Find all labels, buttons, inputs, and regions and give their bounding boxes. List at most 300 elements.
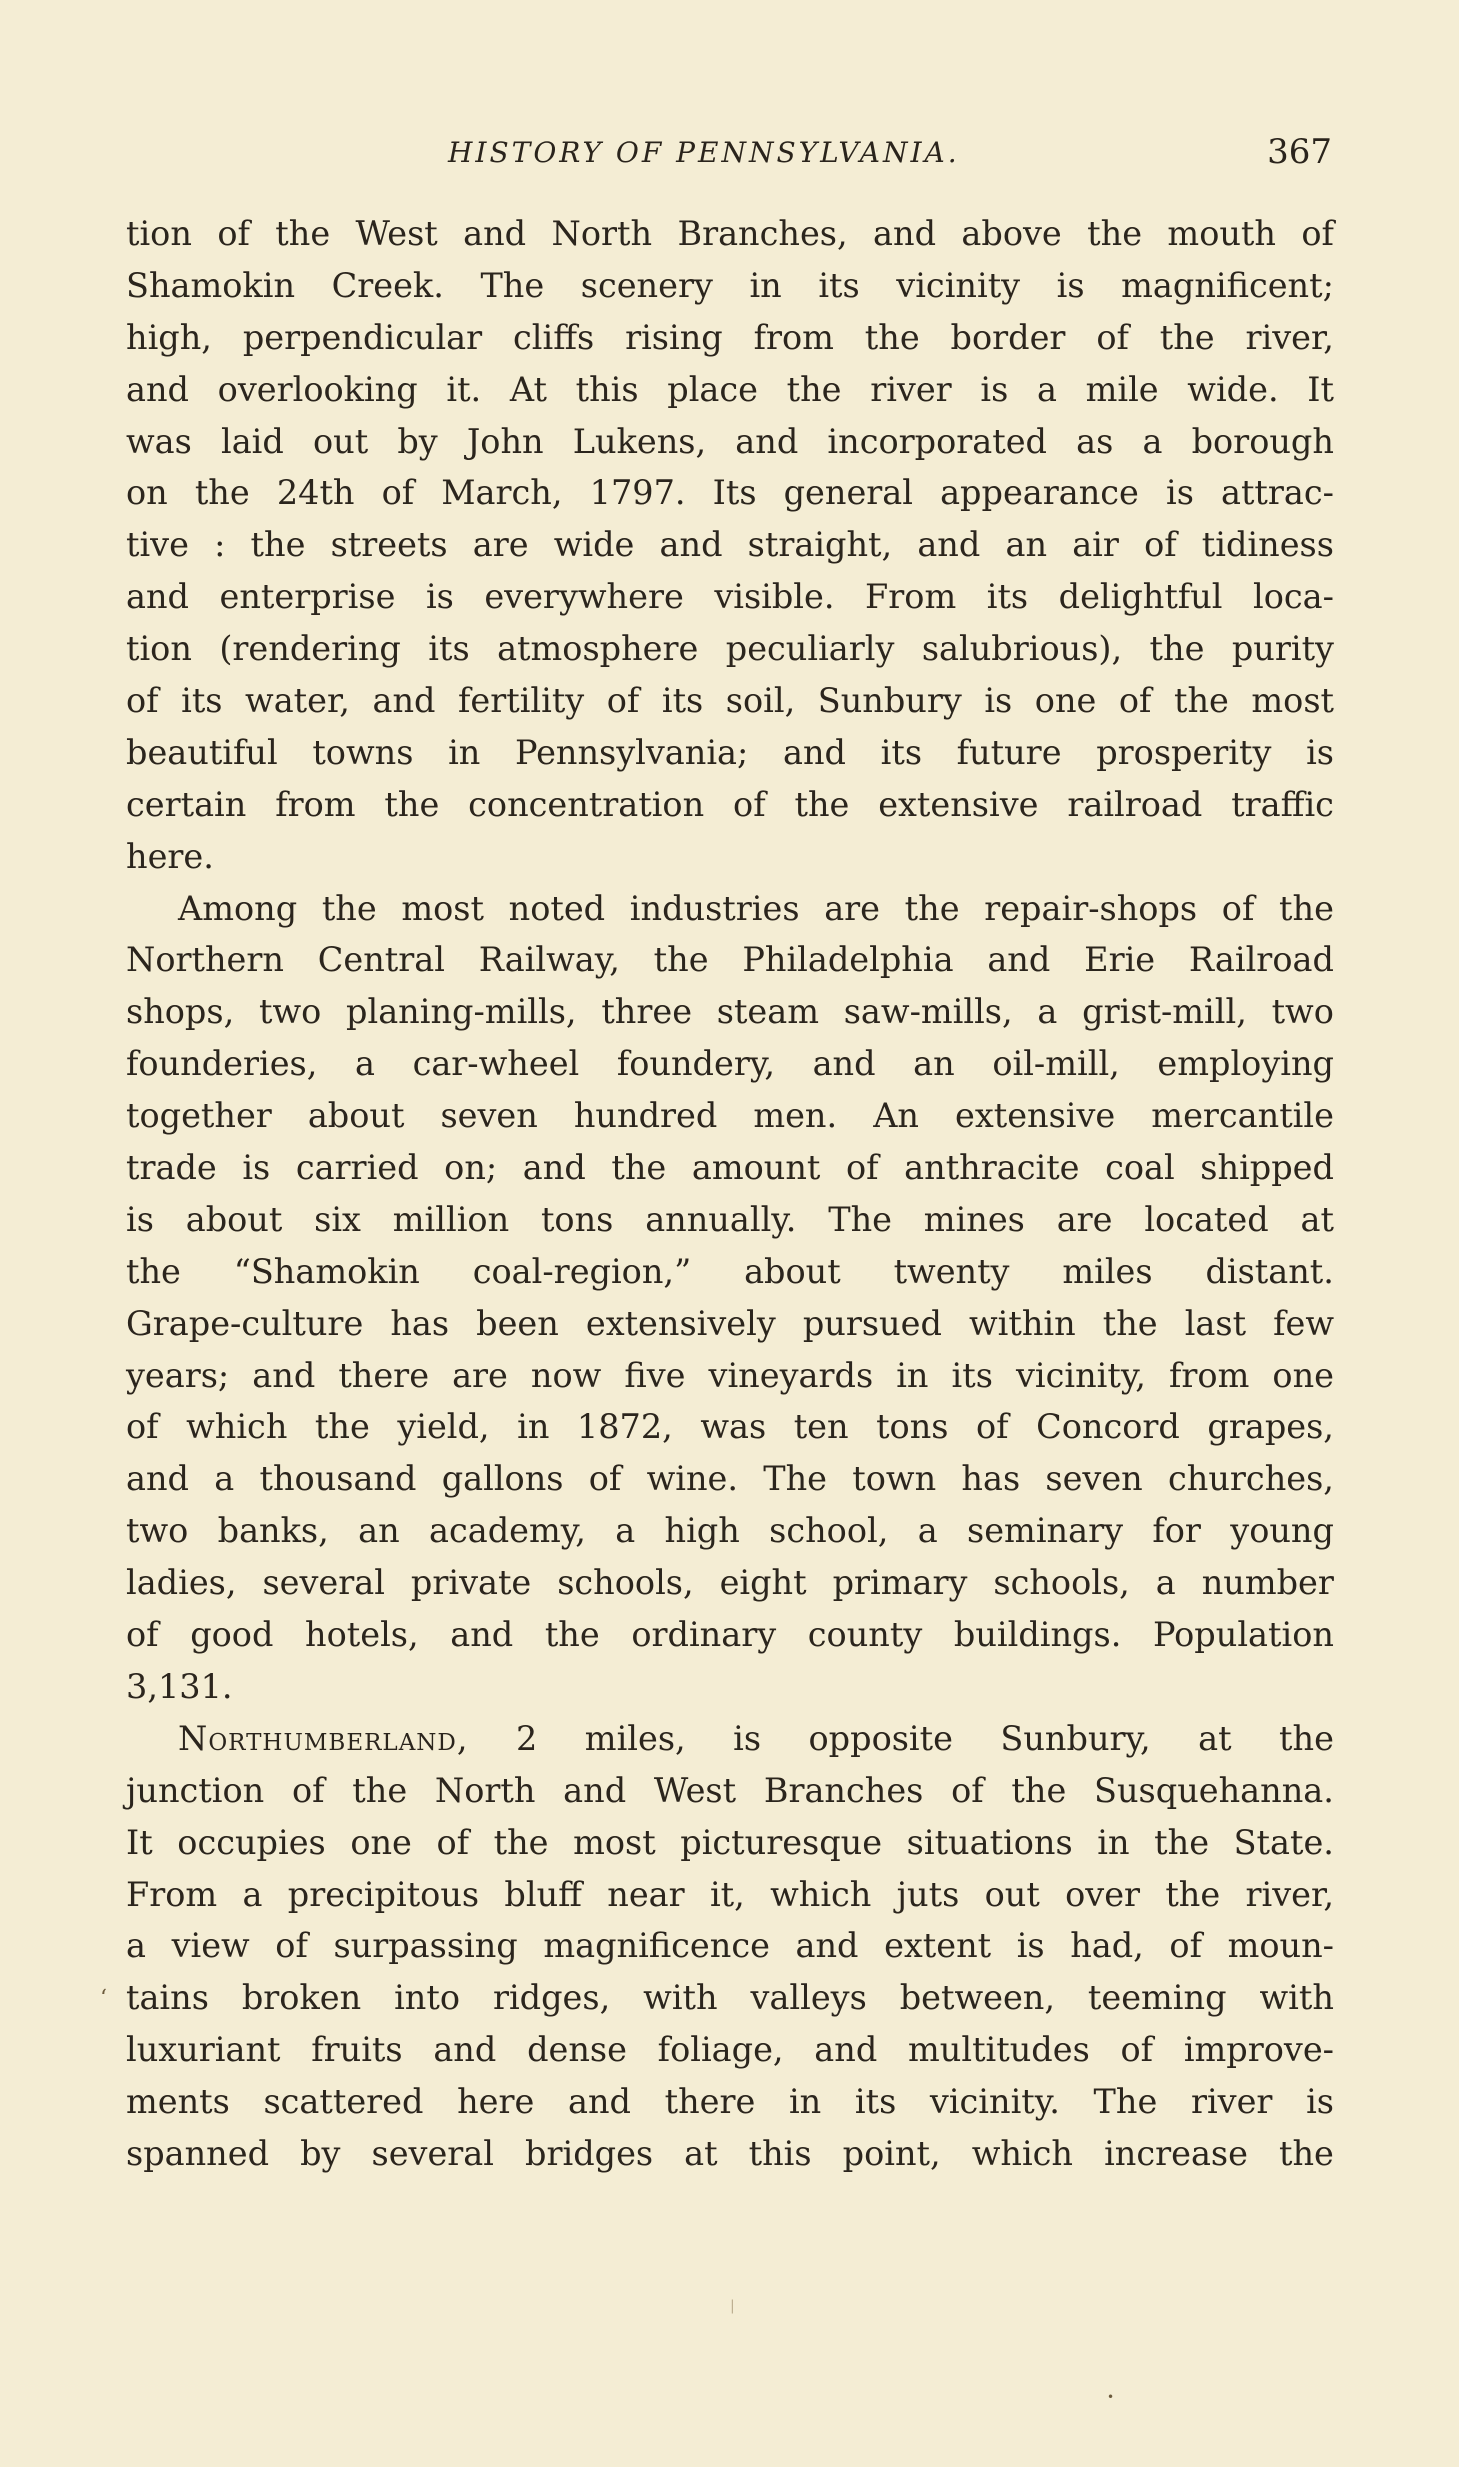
word: foundery, bbox=[616, 1044, 775, 1084]
word: occupies bbox=[177, 1822, 326, 1862]
word: and bbox=[126, 577, 189, 617]
word: vicinity bbox=[896, 265, 1021, 305]
word: border bbox=[950, 317, 1066, 357]
word: surpassing bbox=[333, 1926, 518, 1966]
word: tidiness bbox=[1201, 525, 1334, 565]
word: delightful bbox=[1058, 577, 1223, 617]
word: straight, bbox=[747, 525, 893, 565]
word: noted bbox=[508, 888, 606, 928]
word: and bbox=[450, 1615, 514, 1655]
word: this bbox=[575, 369, 639, 409]
word: and bbox=[522, 1148, 586, 1188]
word: ten bbox=[793, 1407, 849, 1447]
word: its bbox=[428, 629, 470, 669]
text-line bbox=[126, 1920, 1334, 1972]
word: for bbox=[1152, 1511, 1201, 1551]
word: employing bbox=[1157, 1044, 1334, 1084]
word: the bbox=[1279, 888, 1334, 928]
word: and bbox=[814, 2030, 878, 2070]
text-line bbox=[126, 467, 1334, 519]
word: and bbox=[917, 525, 981, 565]
word: At bbox=[509, 369, 547, 409]
text-line bbox=[126, 986, 1334, 1038]
word: and bbox=[659, 525, 723, 565]
word: the bbox=[1087, 214, 1143, 253]
text-line bbox=[126, 1505, 1334, 1557]
word: the bbox=[275, 214, 331, 253]
word: six bbox=[314, 1199, 361, 1239]
text-line bbox=[126, 2128, 1334, 2180]
word: of bbox=[1118, 681, 1152, 721]
word: are bbox=[1056, 1199, 1113, 1239]
word: the bbox=[1159, 317, 1215, 357]
word: of bbox=[436, 1822, 470, 1862]
word: car-wheel bbox=[412, 1044, 580, 1084]
word: high bbox=[664, 1511, 740, 1551]
text-line bbox=[126, 779, 1334, 831]
word: overlooking bbox=[217, 369, 418, 409]
word: salubrious), bbox=[921, 629, 1123, 669]
word: of bbox=[845, 1148, 879, 1188]
word: and bbox=[563, 1770, 627, 1810]
word: the bbox=[126, 1251, 181, 1291]
word: the bbox=[1102, 1303, 1158, 1343]
page-header bbox=[128, 130, 1332, 180]
word: The bbox=[1093, 2082, 1158, 2122]
word: Population bbox=[1152, 1615, 1334, 1655]
word: point, bbox=[842, 2133, 941, 2173]
text-line bbox=[126, 1609, 1334, 1661]
word: about bbox=[307, 1096, 405, 1136]
word: picturesque bbox=[680, 1822, 883, 1862]
text-line bbox=[126, 364, 1334, 416]
word: is bbox=[242, 1148, 271, 1188]
word: and bbox=[463, 214, 527, 253]
word: Railway, bbox=[478, 940, 620, 980]
text-line bbox=[126, 623, 1334, 675]
word: into bbox=[394, 1978, 461, 2018]
word: magnificent; bbox=[1121, 265, 1334, 305]
word: together bbox=[126, 1096, 272, 1136]
word: schools, bbox=[993, 1563, 1130, 1603]
word: one bbox=[350, 1822, 412, 1862]
text-line bbox=[126, 1713, 1334, 1765]
word: its bbox=[986, 577, 1029, 617]
word: river bbox=[870, 369, 952, 409]
word: Railroad bbox=[1188, 940, 1334, 980]
word: increase bbox=[1104, 2133, 1248, 2173]
word: a bbox=[354, 1044, 375, 1084]
word: of bbox=[606, 681, 640, 721]
word: 1797. bbox=[589, 473, 686, 513]
word: ridges, bbox=[492, 1978, 611, 2018]
word: men. bbox=[753, 1096, 838, 1136]
word: its bbox=[818, 265, 860, 305]
ink-mark: | bbox=[730, 2298, 735, 2314]
word: an bbox=[358, 1511, 400, 1551]
word: one bbox=[1272, 1355, 1334, 1395]
word: of bbox=[1120, 2030, 1154, 2070]
word: and bbox=[987, 940, 1051, 980]
word: Branches bbox=[763, 1770, 924, 1810]
word: wine. bbox=[646, 1459, 739, 1499]
word: and bbox=[126, 1459, 189, 1499]
word: the bbox=[1279, 2133, 1334, 2173]
word: is bbox=[1056, 265, 1085, 305]
word: with bbox=[1259, 1978, 1334, 2018]
word: of bbox=[588, 1459, 622, 1499]
word: the bbox=[786, 369, 842, 409]
word: miles, bbox=[584, 1718, 686, 1758]
word: is bbox=[1306, 2082, 1334, 2122]
word: distant. bbox=[1205, 1251, 1334, 1291]
text-line bbox=[126, 2076, 1334, 2128]
word: high, bbox=[126, 317, 212, 357]
word: soil, bbox=[725, 681, 796, 721]
text-line bbox=[126, 1090, 1334, 1142]
word: two bbox=[258, 992, 322, 1032]
word: magnificence bbox=[543, 1926, 770, 1966]
word: schools, bbox=[557, 1563, 694, 1603]
word: seven bbox=[1045, 1459, 1143, 1499]
word: primary bbox=[832, 1563, 968, 1603]
text-line bbox=[126, 571, 1334, 623]
word: Erie bbox=[1084, 940, 1156, 980]
word: West bbox=[355, 214, 438, 253]
word: ments bbox=[126, 2082, 230, 2122]
word: mile bbox=[1085, 369, 1159, 409]
word: cliffs bbox=[513, 317, 595, 357]
word: over bbox=[1065, 1874, 1141, 1914]
word: of bbox=[1144, 525, 1177, 565]
word: hotels, bbox=[305, 1615, 419, 1655]
word: grist-mill, bbox=[1082, 992, 1247, 1032]
word: Concord bbox=[1036, 1407, 1180, 1447]
word: extensive bbox=[878, 784, 1039, 824]
word: of bbox=[275, 1926, 308, 1966]
word: Branches, bbox=[677, 214, 848, 253]
word: a bbox=[242, 1874, 263, 1914]
word: of bbox=[1301, 214, 1334, 253]
word: Pennsylvania; bbox=[515, 732, 749, 772]
word: Philadelphia bbox=[742, 940, 954, 980]
word: is bbox=[1016, 1926, 1045, 1966]
word: certain bbox=[126, 784, 247, 824]
word: two bbox=[126, 1511, 189, 1551]
word: by bbox=[397, 421, 438, 461]
word: the bbox=[864, 317, 920, 357]
text-line bbox=[126, 519, 1334, 571]
word: with bbox=[643, 1978, 718, 2018]
word: amount bbox=[691, 1148, 821, 1188]
word: located bbox=[1144, 1199, 1269, 1239]
word: of bbox=[951, 1770, 984, 1810]
word: teeming bbox=[1087, 1978, 1227, 2018]
word: extensively bbox=[585, 1303, 776, 1343]
word: wide bbox=[553, 525, 635, 565]
word: the bbox=[611, 1148, 667, 1188]
word: “Shamokin bbox=[233, 1251, 420, 1291]
word: railroad bbox=[1067, 784, 1203, 824]
word: its bbox=[880, 732, 923, 772]
word: which bbox=[186, 1407, 288, 1447]
word: in bbox=[517, 1407, 550, 1447]
word: The bbox=[480, 265, 545, 305]
word: ordinary bbox=[631, 1615, 777, 1655]
text-line bbox=[126, 1038, 1334, 1090]
word: three bbox=[601, 992, 693, 1032]
word: extensive bbox=[955, 1096, 1116, 1136]
word: private bbox=[410, 1563, 532, 1603]
word: atmosphere bbox=[497, 629, 699, 669]
word: Susquehanna. bbox=[1094, 1770, 1334, 1810]
word: and bbox=[782, 732, 846, 772]
word: saw-mills, bbox=[843, 992, 1013, 1032]
word: river bbox=[1190, 2082, 1273, 2122]
text-line bbox=[126, 1817, 1334, 1869]
word: enterprise bbox=[219, 577, 396, 617]
word: valleys bbox=[750, 1978, 867, 2018]
word: out bbox=[312, 421, 369, 461]
word: a bbox=[1037, 992, 1058, 1032]
text-line bbox=[126, 208, 1334, 260]
word: is bbox=[984, 681, 1013, 721]
word: river, bbox=[1245, 1874, 1334, 1914]
text-line bbox=[126, 1972, 1334, 2024]
text-line bbox=[126, 1453, 1334, 1505]
word: place bbox=[667, 369, 758, 409]
word: vicinity. bbox=[929, 2082, 1060, 2122]
word: young bbox=[1230, 1511, 1334, 1551]
word: is bbox=[980, 369, 1009, 409]
word: general bbox=[783, 473, 913, 513]
word: a bbox=[1155, 1563, 1176, 1603]
word: in bbox=[896, 1355, 929, 1395]
text-line: 3,131. bbox=[126, 1666, 233, 1706]
word: multitudes bbox=[908, 2030, 1090, 2070]
word: fruits bbox=[311, 2030, 403, 2070]
word: which bbox=[770, 1874, 872, 1914]
word: yield, bbox=[397, 1407, 490, 1447]
word: a bbox=[214, 1459, 235, 1499]
text-line bbox=[126, 312, 1334, 364]
word: vineyards bbox=[708, 1355, 874, 1395]
word: and bbox=[873, 214, 937, 253]
word: fertility bbox=[458, 681, 585, 721]
word: tion bbox=[126, 629, 192, 669]
word: the bbox=[1011, 1770, 1067, 1810]
word: It bbox=[126, 1822, 153, 1862]
word: tons bbox=[876, 1407, 949, 1447]
word: in bbox=[749, 265, 782, 305]
text-line bbox=[126, 934, 1334, 986]
word: shipped bbox=[1200, 1148, 1334, 1188]
word: mines bbox=[923, 1199, 1025, 1239]
word: county bbox=[807, 1615, 923, 1655]
word: are bbox=[452, 1355, 508, 1395]
text-line bbox=[126, 1194, 1334, 1246]
word: most bbox=[1251, 681, 1334, 721]
word: eight bbox=[719, 1563, 807, 1603]
word: a bbox=[917, 1511, 938, 1551]
text-line bbox=[126, 1246, 1334, 1298]
word: dense bbox=[527, 2030, 627, 2070]
word: of bbox=[1096, 317, 1129, 357]
word: the bbox=[250, 525, 306, 565]
word: is bbox=[425, 577, 454, 617]
word: Its bbox=[712, 473, 757, 513]
word: appearance bbox=[940, 473, 1139, 513]
word: at bbox=[684, 2133, 718, 2173]
word: broken bbox=[241, 1978, 362, 2018]
word: is bbox=[1306, 732, 1334, 772]
word: there bbox=[338, 1355, 430, 1395]
word: and bbox=[126, 369, 189, 409]
word: banks, bbox=[217, 1511, 329, 1551]
word: ladies, bbox=[126, 1563, 237, 1603]
word: future bbox=[956, 732, 1062, 772]
word: repair-shops bbox=[984, 888, 1198, 928]
word: the bbox=[794, 784, 850, 824]
word: : bbox=[214, 525, 226, 565]
word: luxuriant bbox=[126, 2030, 281, 2070]
word: of bbox=[976, 1407, 1009, 1447]
word: Central bbox=[317, 940, 445, 980]
word: The bbox=[763, 1459, 828, 1499]
word: planing-mills, bbox=[346, 992, 577, 1032]
word: from bbox=[275, 784, 356, 824]
word: 24th bbox=[276, 473, 355, 513]
word: has bbox=[390, 1303, 450, 1343]
word: Grape-culture bbox=[126, 1303, 364, 1343]
word: and bbox=[252, 1355, 316, 1395]
word: the bbox=[384, 784, 440, 824]
word: the bbox=[544, 1615, 600, 1655]
word: this bbox=[748, 2133, 812, 2173]
word: from bbox=[1169, 1355, 1250, 1395]
word: a bbox=[615, 1511, 636, 1551]
word: several bbox=[371, 2133, 494, 2173]
word: number bbox=[1201, 1563, 1334, 1603]
word: churches, bbox=[1168, 1459, 1334, 1499]
word: the bbox=[321, 888, 377, 928]
word: purity bbox=[1231, 629, 1334, 669]
word: the bbox=[194, 473, 250, 513]
word: school, bbox=[769, 1511, 889, 1551]
word: March, bbox=[441, 473, 563, 513]
word: thousand bbox=[259, 1459, 417, 1499]
word: tains bbox=[126, 1978, 209, 2018]
word: juts bbox=[896, 1874, 960, 1914]
word: of bbox=[1221, 888, 1255, 928]
word: tive bbox=[126, 525, 189, 565]
word: about bbox=[744, 1251, 841, 1291]
ink-mark: ‘ bbox=[100, 1986, 107, 2011]
word: town bbox=[852, 1459, 937, 1499]
word: here bbox=[457, 2082, 535, 2122]
word: the bbox=[904, 888, 960, 928]
word: on; bbox=[444, 1148, 498, 1188]
word: Sunbury, bbox=[1000, 1718, 1151, 1758]
word: Sunbury bbox=[817, 681, 962, 721]
word: tion bbox=[126, 214, 192, 253]
word: few bbox=[1273, 1303, 1334, 1343]
word: an bbox=[1005, 525, 1048, 565]
word: most bbox=[401, 888, 484, 928]
word: view bbox=[171, 1926, 250, 1966]
word: as bbox=[1076, 421, 1114, 461]
word: North bbox=[551, 214, 653, 253]
word: near bbox=[607, 1874, 685, 1914]
word: and bbox=[795, 1926, 859, 1966]
text-line bbox=[126, 1142, 1334, 1194]
word: shops, bbox=[126, 992, 235, 1032]
text-line bbox=[126, 416, 1334, 468]
word: above bbox=[961, 214, 1062, 253]
word: has bbox=[961, 1459, 1021, 1499]
word: in bbox=[788, 2082, 822, 2122]
word: opposite bbox=[808, 1718, 953, 1758]
word: it. bbox=[446, 369, 482, 409]
word: from bbox=[753, 317, 834, 357]
word: of bbox=[126, 681, 159, 721]
word: borough bbox=[1191, 421, 1334, 461]
word: and bbox=[812, 1044, 876, 1084]
word: at bbox=[1300, 1199, 1334, 1239]
word: anthracite bbox=[904, 1148, 1080, 1188]
word: visible. bbox=[714, 577, 835, 617]
text-line bbox=[126, 1765, 1334, 1817]
word: most bbox=[573, 1822, 656, 1862]
word: about bbox=[185, 1199, 283, 1239]
word: which bbox=[971, 2133, 1074, 2173]
word: annually. bbox=[645, 1199, 797, 1239]
word: Lukens, bbox=[572, 421, 707, 461]
word: Northern bbox=[126, 940, 284, 980]
word: beautiful bbox=[126, 732, 278, 772]
word: coal-region,” bbox=[472, 1251, 692, 1291]
word: and bbox=[735, 421, 799, 461]
word: its bbox=[854, 2082, 897, 2122]
word: seven bbox=[440, 1096, 538, 1136]
text-line bbox=[126, 1401, 1334, 1453]
word: West bbox=[653, 1770, 737, 1810]
word: streets bbox=[330, 525, 448, 565]
word: wide. bbox=[1187, 369, 1279, 409]
word: moun- bbox=[1227, 1926, 1334, 1966]
word: Among bbox=[178, 888, 298, 928]
word: the bbox=[1149, 629, 1205, 669]
word: in bbox=[448, 732, 481, 772]
text-line bbox=[126, 2024, 1334, 2076]
word: scenery bbox=[580, 265, 713, 305]
word: founderies, bbox=[126, 1044, 318, 1084]
text-line: here. bbox=[126, 836, 214, 876]
word: good bbox=[190, 1615, 274, 1655]
word: coal bbox=[1105, 1148, 1175, 1188]
word: the bbox=[493, 1822, 549, 1862]
word: seminary bbox=[967, 1511, 1124, 1551]
word: vicinity, bbox=[1015, 1355, 1146, 1395]
word: on bbox=[126, 473, 168, 513]
word: the bbox=[1279, 1718, 1334, 1758]
word: The bbox=[828, 1199, 892, 1239]
word: million bbox=[392, 1199, 510, 1239]
word: extent bbox=[884, 1926, 992, 1966]
word: and bbox=[567, 2082, 631, 2122]
word: precipitous bbox=[287, 1874, 480, 1914]
word: Creek. bbox=[331, 265, 444, 305]
